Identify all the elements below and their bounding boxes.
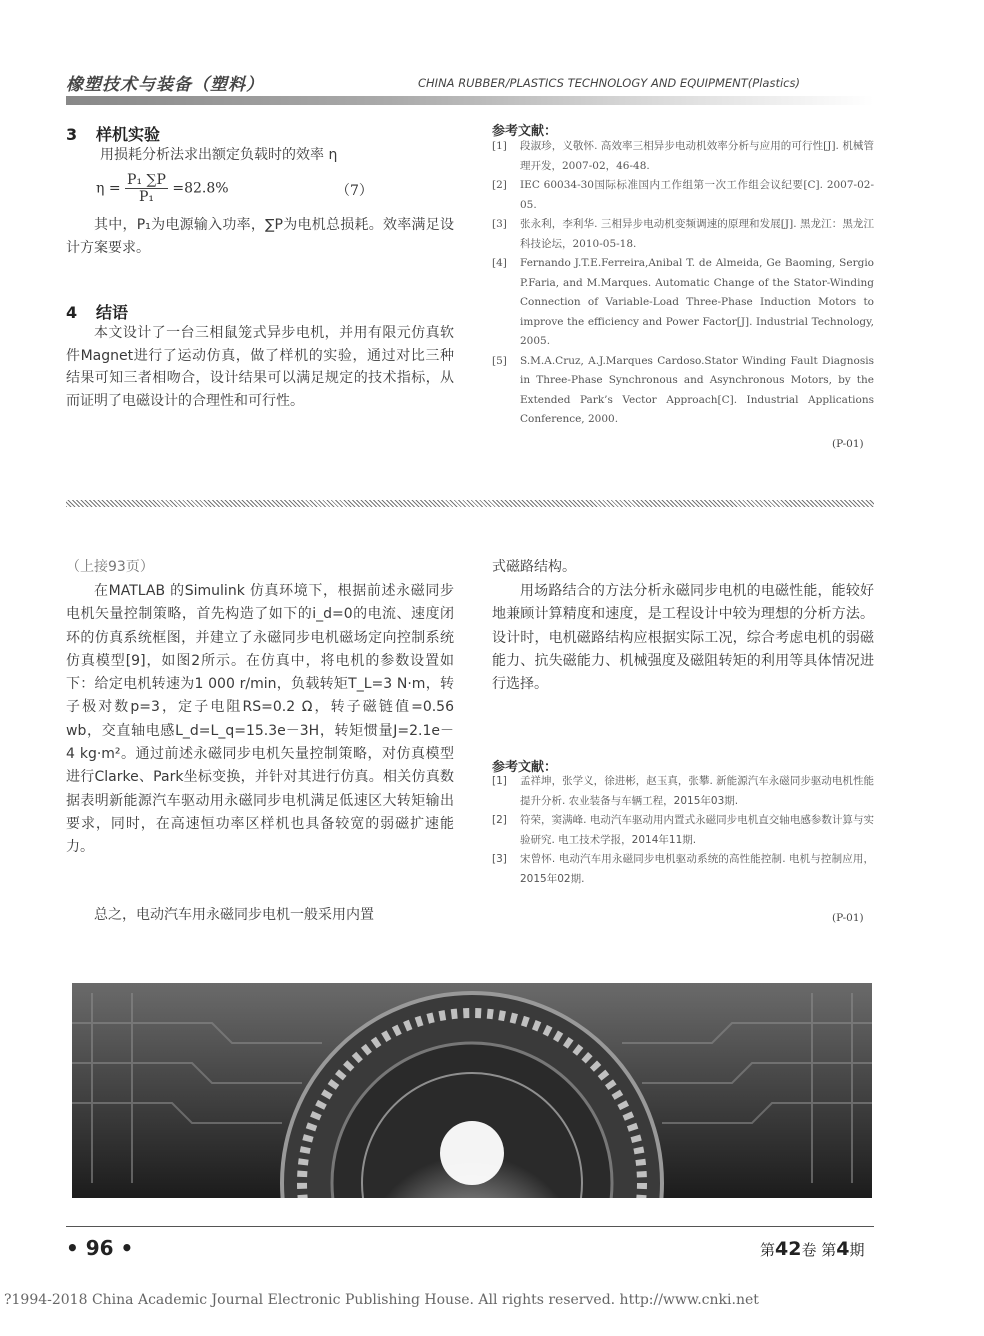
reference-text: 张永利，李利华. 三相异步电动机变频调速的原理和发展[J]. 黑龙江：黑龙江科技论坛，2010-05-18. xyxy=(520,218,874,250)
reference-text: 孟祥坤，张学义，徐进彬，赵玉真，张攀. 新能源汽车永磁同步驱动电机性能提升分析. 农业装备与车辆工程，2015年03期. xyxy=(520,775,874,807)
decorative-motor-image xyxy=(72,983,872,1198)
reference-text: 宋曾怀. 电动汽车用永磁同步电机驱动系统的高性能控制. 电机与控制应用，2015年02期. xyxy=(520,853,874,885)
reference-text: Fernando J.T.E.Ferreira,Anibal T. de Almeida, Ge Baoming, Sergio P.Faria, and M.Marques. Automatic Change of the Stator-Winding Connection of Variable-Load Three-Phase Induction Motors to improve the efficiency and Power Factor[J]. Industrial Technology, 2005. xyxy=(520,257,874,347)
reference-number: [2] xyxy=(492,179,507,191)
reference-text: 段淑珍，义敬怀. 高效率三相异步电动机效率分析与应用的可行性[J]. 机械管理开发，2007-02，46-48. xyxy=(520,140,874,172)
reference-item xyxy=(492,352,874,430)
issue-suffix: 期 xyxy=(849,1241,865,1259)
efficiency-formula xyxy=(96,172,456,212)
references-title: 参考文献： xyxy=(492,124,558,139)
section-number: 3 xyxy=(66,125,78,144)
formula-fraction xyxy=(125,172,168,205)
formula-numerator: P₁ ∑P xyxy=(127,172,166,188)
journal-title-cn: 橡塑技术与装备（塑料） xyxy=(66,75,264,95)
article-paragraph: 式磁路结构。 xyxy=(492,559,576,575)
article-paragraph: 总之，电动汽车用永磁同步电机一般采用内置 xyxy=(94,907,374,923)
reference-item xyxy=(492,811,874,850)
section-3-intro: 用损耗分析法求出额定负载时的效率 η xyxy=(100,147,338,163)
reference-number: [1] xyxy=(492,775,507,787)
formula-lhs: η = xyxy=(96,180,121,197)
reference-number: [3] xyxy=(492,853,507,865)
header-rule xyxy=(66,96,874,105)
reference-text: 符荣，窦满峰. 电动汽车驱动用内置式永磁同步电机直交轴电感参数计算与实验研究. 电工技术学报，2014年11期. xyxy=(520,814,874,846)
section-title: 结语 xyxy=(96,303,129,322)
section-number: 4 xyxy=(66,303,78,322)
formula-rhs: =82.8% xyxy=(172,180,229,197)
page-number: • 96 • xyxy=(66,1236,134,1260)
reference-item xyxy=(492,176,874,215)
section-4-heading xyxy=(66,300,128,323)
volume-prefix: 第 xyxy=(760,1241,776,1259)
reference-item xyxy=(492,850,874,889)
reference-number: [5] xyxy=(492,354,507,367)
section-title: 样机实验 xyxy=(96,125,161,144)
page-code: (P-01) xyxy=(832,438,864,450)
formula-tag: （7） xyxy=(336,183,373,199)
section-divider xyxy=(66,500,874,507)
issue-number: 4 xyxy=(836,1238,850,1260)
footer-rule xyxy=(66,1226,874,1227)
reference-number: [4] xyxy=(492,257,507,269)
reference-text: S.M.A.Cruz, A.J.Marques Cardoso.Stator Winding Fault Diagnosis in Three-Phase Synchronous and Asynchronous Motors, by the Extended Park’s Vector Approach[C]. Industrial Applications Conference, 2000. xyxy=(520,354,874,425)
section-3-paragraph: 其中，P₁为电源输入功率，∑P为电机总损耗。效率满足设计方案要求。 xyxy=(66,217,454,256)
motor-illustration xyxy=(72,983,872,1198)
formula-denominator: P₁ xyxy=(138,189,154,205)
volume-mid: 卷 第 xyxy=(801,1241,837,1259)
page-code: (P-01) xyxy=(832,912,864,924)
section-4-paragraph: 本文设计了一台三相鼠笼式异步电机，并用有限元仿真软件Magnet进行了运动仿真，做了样机的实验，通过对比三种结果可知三者相吻合，设计结果可以满足规定的技术指标，从而证明了电磁设计的合理性和可行性。 xyxy=(66,325,454,409)
reference-item xyxy=(492,215,874,254)
references-title: 参考文献： xyxy=(492,760,558,775)
article-paragraph: 在MATLAB 的Simulink 仿真环境下，根据前述永磁同步电机矢量控制策略，首先构造了如下的i_d=0的电流、速度闭环的仿真系统框图，并建立了永磁同步电机磁场定向控制系统仿真模型[9]，如图2所示。在仿真中，将电机的参数设置如下：给定电机转速为1 000 r/min，负载转矩T_L=3 N·m，转子极对数p=3，定子电阻RS=0.2 Ω，转子磁链值=0.56 wb，交直轴电感L_d=L_q=15.3e－3H，转矩惯量J=2.1e－4 kg·m²。通过前述永磁同步电机矢量控制策略，对仿真模型进行Clarke、Park坐标变换，并针对其进行仿真。相关仿真数据表明新能源汽车驱动用永磁同步电机满足低速区大转矩输出要求，同时，在高速恒功率区样机也具备较宽的弱磁扩速能力。 xyxy=(66,583,454,856)
reference-item xyxy=(492,772,874,811)
section-3-heading xyxy=(66,122,160,145)
reference-number: [2] xyxy=(492,814,507,826)
copyright-line: ?1994-2018 China Academic Journal Electronic Publishing House. All rights reserved. http://www.cnki.net xyxy=(4,1292,759,1308)
reference-number: [1] xyxy=(492,140,507,152)
volume-issue xyxy=(760,1238,865,1260)
references-list xyxy=(492,772,874,889)
journal-title-en: CHINA RUBBER/PLASTICS TECHNOLOGY AND EQUIPMENT(Plastics) xyxy=(418,76,800,90)
reference-number: [3] xyxy=(492,218,507,230)
volume-number: 42 xyxy=(775,1238,802,1260)
reference-item xyxy=(492,137,874,176)
reference-text: IEC 60034-30国际标准国内工作组第一次工作组会议纪要[C]. 2007-02-05. xyxy=(520,179,874,211)
continued-note: （上接93页） xyxy=(66,559,154,575)
references-list xyxy=(492,137,874,430)
reference-item xyxy=(492,254,874,352)
article-paragraph: 用场路结合的方法分析永磁同步电机的电磁性能，能较好地兼顾计算精度和速度，是工程设计中较为理想的分析方法。设计时，电机磁路结构应根据实际工况，综合考虑电机的弱磁能力、抗失磁能力、机械强度及磁阻转矩的利用等具体情况进行选择。 xyxy=(492,583,874,693)
